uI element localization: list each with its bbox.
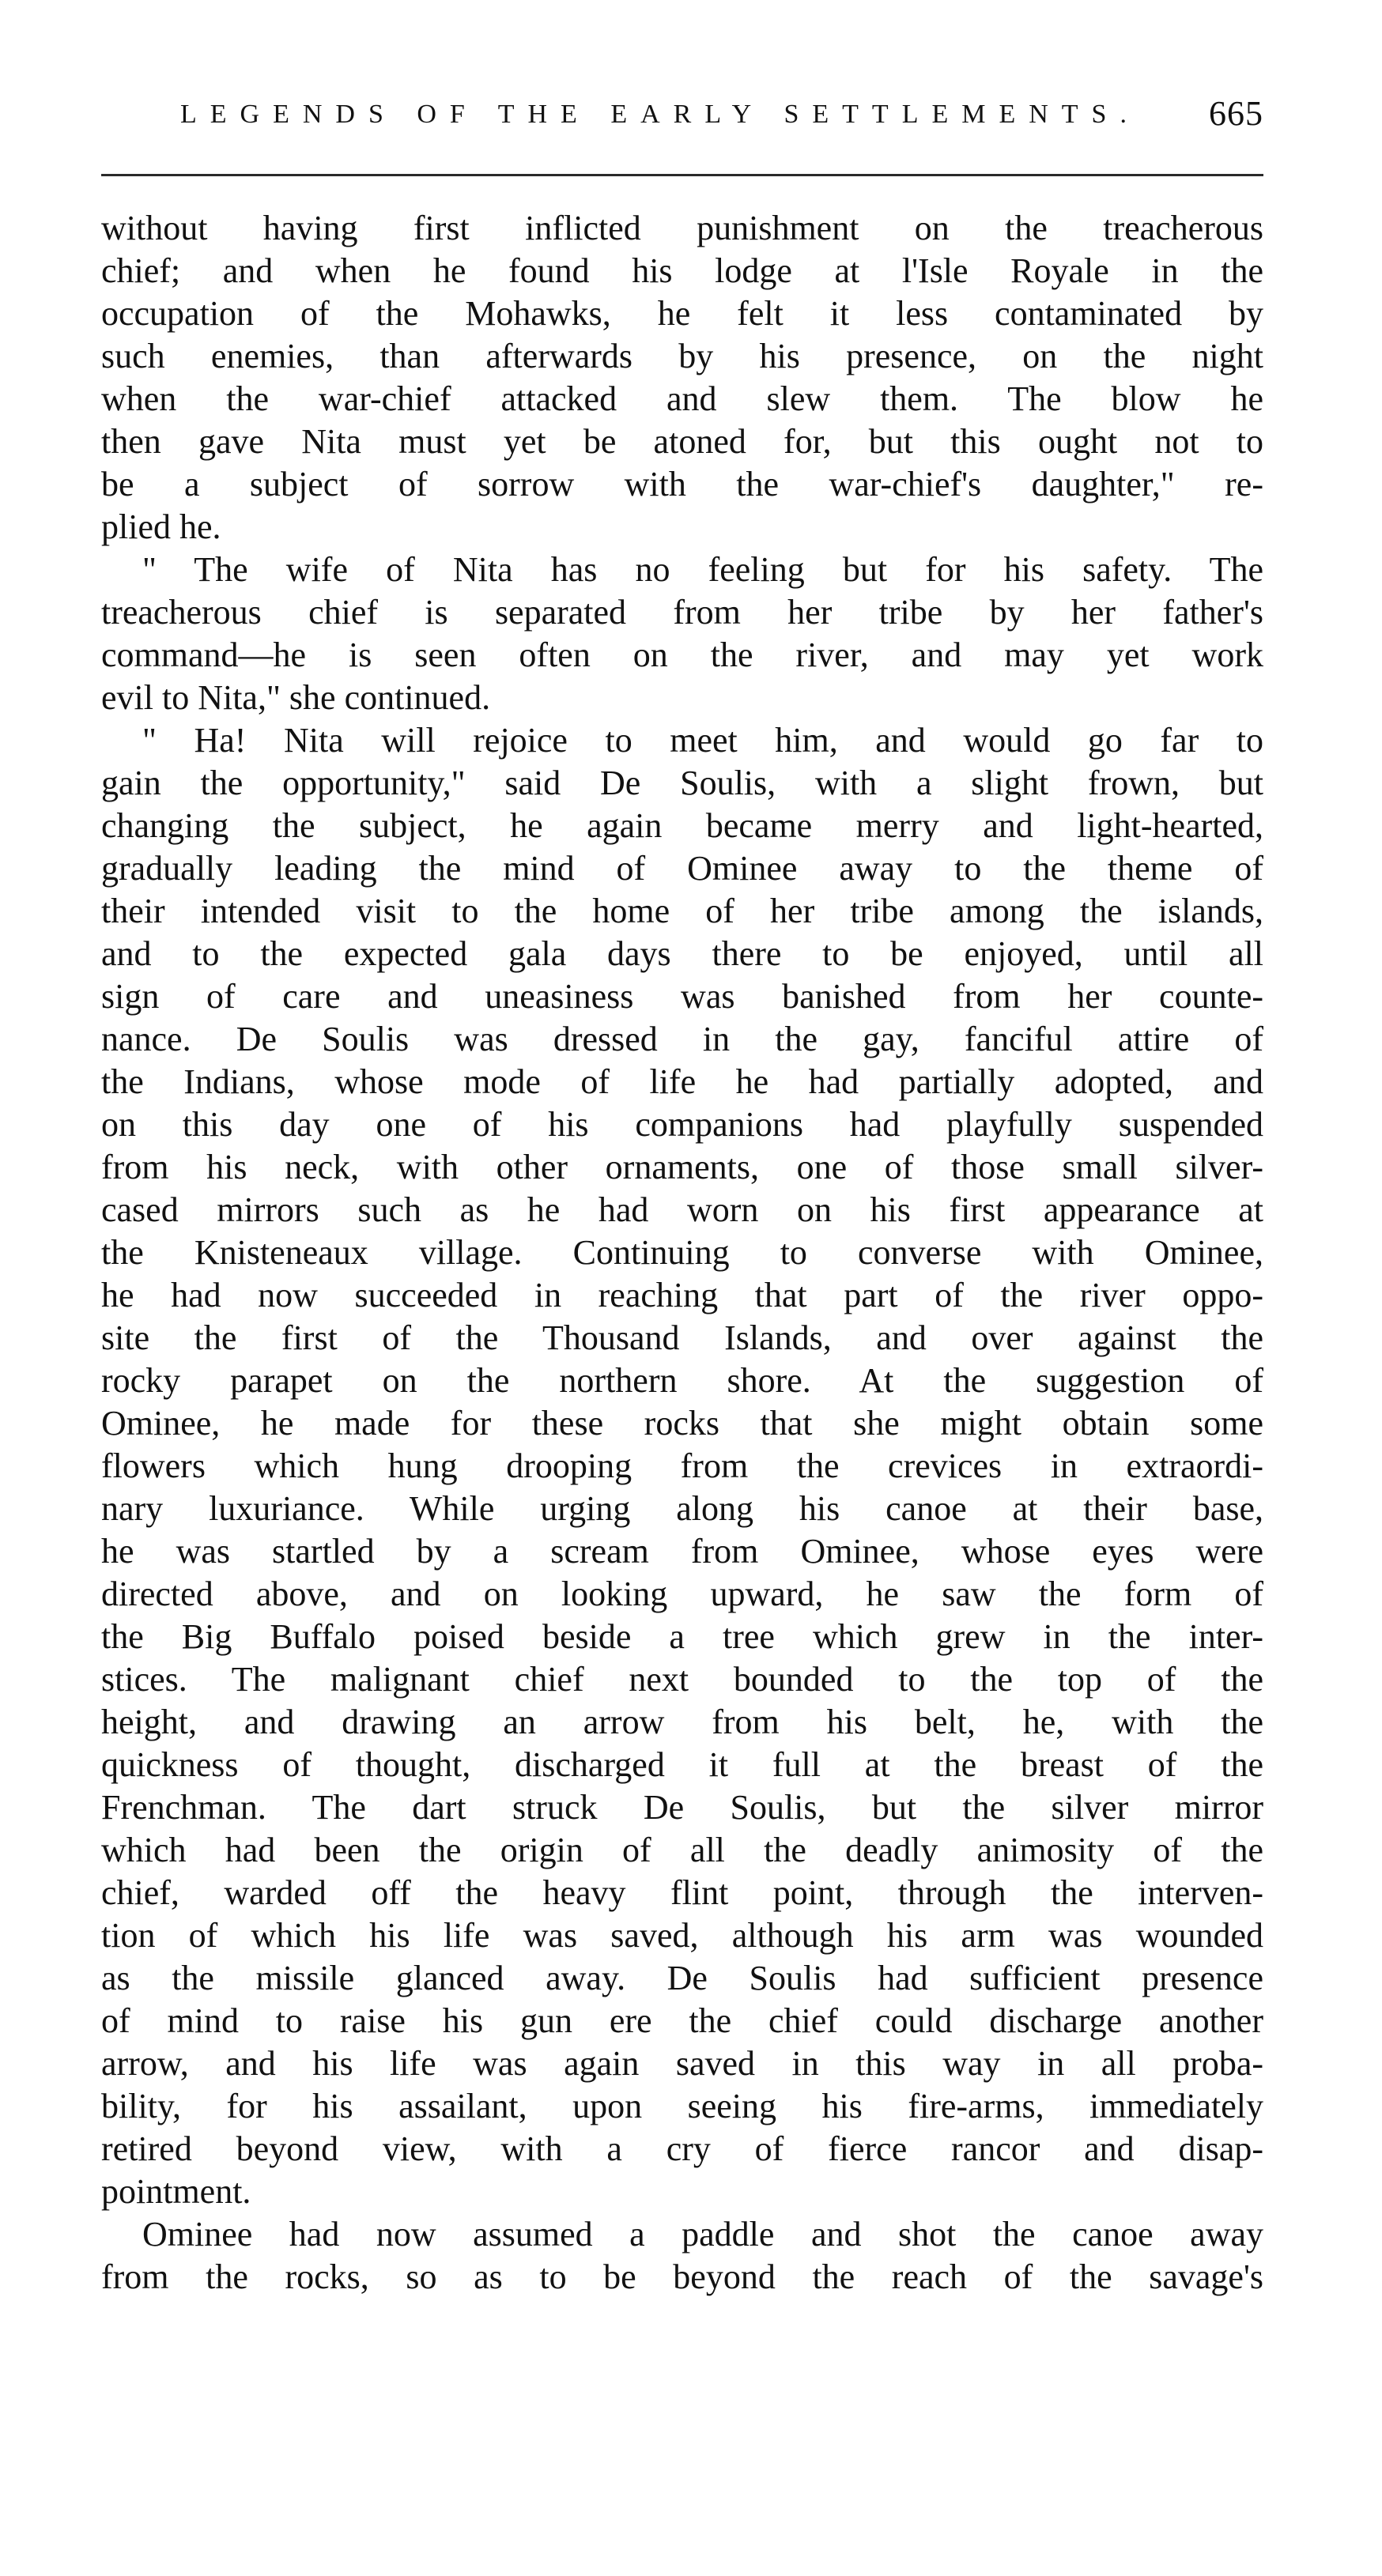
text-line: the Indians, whose mode of life he had partially adopted, and [101,1062,1263,1101]
text-line: which had been the origin of all the deadly animosity of the [101,1831,1263,1869]
text-line: treacherous chief is separated from her tribe by her father's [101,593,1263,632]
text-line: chief; and when he found his lodge at l'Isle Royale in the [101,251,1263,290]
text-line: chief, warded off the heavy flint point, through the interven- [101,1873,1263,1912]
text-line: as the missile glanced away. De Soulis had sufficient presence [101,1959,1263,1997]
text-line: height, and drawing an arrow from his belt, he, with the [101,1703,1263,1741]
text-line: rocky parapet on the northern shore. At the suggestion of [101,1361,1263,1400]
text-line: quickness of thought, discharged it full at the breast of the [101,1745,1263,1784]
text-line: Ominee, he made for these rocks that she might obtain some [101,1404,1263,1443]
body-text [101,207,1263,2299]
text-line: such enemies, than afterwards by his presence, on the night [101,337,1263,375]
text-line: site the first of the Thousand Islands, and over against the [101,1318,1263,1357]
text-line: evil to Nita," she continued. [101,678,491,717]
text-line: the Big Buffalo poised beside a tree which grew in the inter- [101,1617,1263,1656]
text-line: their intended visit to the home of her tribe among the islands, [101,892,1263,930]
text-line: Ominee had now assumed a paddle and shot the canoe away [142,2215,1263,2254]
text-line: the Knisteneaux village. Continuing to converse with Ominee, [101,1233,1263,1272]
text-line: pointment. [101,2172,251,2211]
text-line: then gave Nita must yet be atoned for, but this ought not to [101,422,1263,461]
text-line: of mind to raise his gun ere the chief could discharge another [101,2001,1263,2040]
text-line: flowers which hung drooping from the crevices in extraordi- [101,1446,1263,1485]
text-line: gradually leading the mind of Ominee away to the theme of [101,849,1263,888]
page-number: 665 [1209,94,1263,133]
text-line: he was startled by a scream from Ominee, whose eyes were [101,1532,1263,1571]
text-line: stices. The malignant chief next bounded to the top of the [101,1660,1263,1699]
text-line: tion of which his life was saved, although his arm was wounded [101,1916,1263,1955]
text-line: be a subject of sorrow with the war-chief's daughter," re- [101,465,1263,504]
text-line: changing the subject, he again became merry and light-hearted, [101,806,1263,845]
text-line: command—he is seen often on the river, and may yet work [101,636,1263,674]
text-line: on this day one of his companions had playfully suspended [101,1105,1263,1144]
text-line: plied he. [101,507,221,546]
text-line: retired beyond view, with a cry of fierce rancor and disap- [101,2129,1263,2168]
text-line: nary luxuriance. While urging along his canoe at their base, [101,1489,1263,1528]
text-line: from his neck, with other ornaments, one of those small silver- [101,1148,1263,1186]
text-line: when the war-chief attacked and slew them. The blow he [101,379,1263,418]
running-head [101,93,1263,141]
text-line: sign of care and uneasiness was banished from her counte- [101,977,1263,1016]
text-line: he had now succeeded in reaching that part of the river oppo- [101,1276,1263,1314]
text-line: directed above, and on looking upward, he saw the form of [101,1575,1263,1613]
text-line: " Ha! Nita will rejoice to meet him, and would go far to [142,721,1263,760]
text-line: bility, for his assailant, upon seeing his fire-arms, immediately [101,2087,1263,2125]
text-line: " The wife of Nita has no feeling but for his safety. The [142,550,1263,589]
text-line: from the rocks, so as to be beyond the reach of the savage's [101,2257,1263,2296]
running-title: LEGENDS OF THE EARLY SETTLEMENTS. [180,100,1140,129]
text-line: nance. De Soulis was dressed in the gay, fanciful attire of [101,1020,1263,1058]
text-line: arrow, and his life was again saved in this way in all proba- [101,2044,1263,2083]
text-line: gain the opportunity," said De Soulis, with a slight frown, but [101,764,1263,802]
text-line: cased mirrors such as he had worn on his first appearance at [101,1190,1263,1229]
text-line: without having first inflicted punishment on the treacherous [101,209,1263,247]
text-line: occupation of the Mohawks, he felt it less contaminated by [101,294,1263,333]
header-rule [101,174,1263,176]
text-line: Frenchman. The dart struck De Soulis, but the silver mirror [101,1788,1263,1827]
text-line: and to the expected gala days there to be enjoyed, until all [101,934,1263,973]
